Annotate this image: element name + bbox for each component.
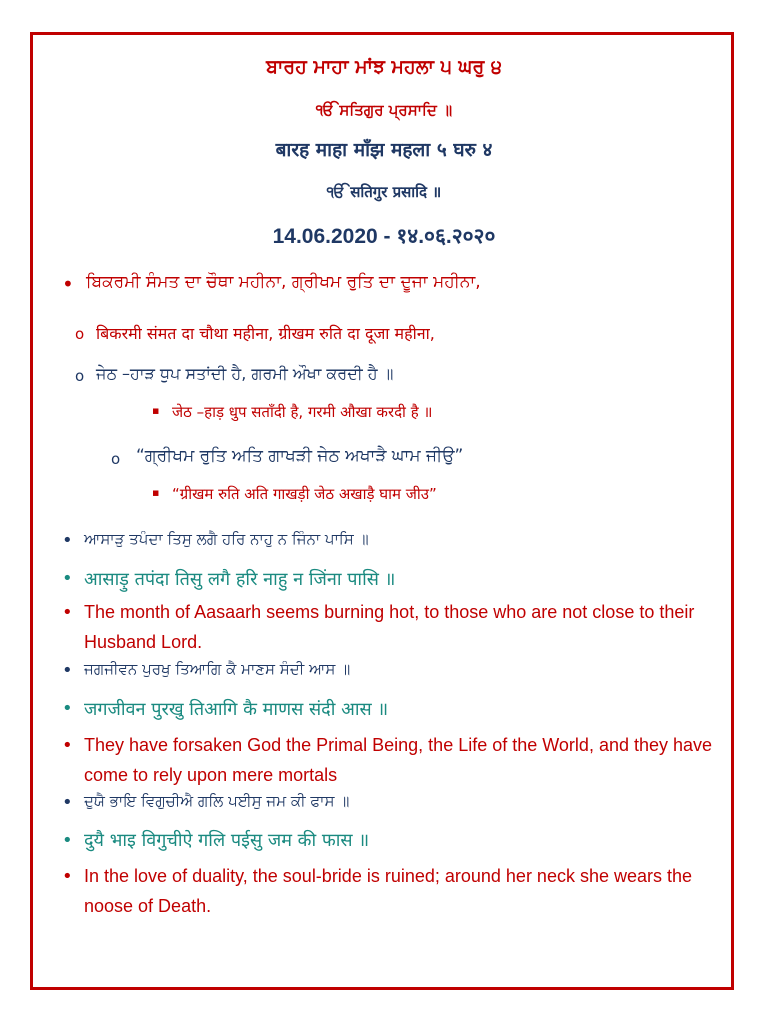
bullet-dot bbox=[62, 272, 74, 296]
verse-2-devanagari: जगजीवन पुरखु तिआगि कै माणस संदी आस ॥ bbox=[84, 699, 389, 720]
bullet-dot bbox=[62, 830, 73, 851]
verse-2-gurmukhi: ਜਗਜੀਵਨ ਪੁਰਖੁ ਤਿਆਗਿ ਕੈ ਮਾਣਸ ਸੰਦੀ ਆਸ ॥ bbox=[84, 660, 351, 678]
bullet-square bbox=[152, 404, 159, 417]
verse-2-english: They have forsaken God the Primal Being, the Life of the World, and they have come to rely upon mere mortals bbox=[84, 735, 713, 785]
intro-gurmukhi-3: “ਗ੍ਰੀਖਮ ਰੁਤਿ ਅਤਿ ਗਾਖੜੀ ਜੇਠ ਅਖਾੜੈ ਘਾਮ ਜੀਉ” bbox=[136, 446, 464, 466]
verse-1-english: The month of Aasaarh seems burning hot, to those who are not close to their Husband Lord. bbox=[84, 602, 695, 652]
bullet-dot bbox=[62, 735, 73, 756]
verse-1-gurmukhi: ਆਸਾੜੁ ਤਪੰਦਾ ਤਿਸੁ ਲਗੈ ਹਰਿ ਨਾਹੁ ਨ ਜਿੰਨਾ ਪਾਸਿ ॥ bbox=[84, 530, 369, 548]
verse-3-devanagari: दुयै भाइ विगुचीऐ गलि पईसु जम की फास ॥ bbox=[84, 830, 370, 851]
intro-gurmukhi-1: ਬਿਕਰਮੀ ਸੰਮਤ ਦਾ ਚੌਥਾ ਮਹੀਨਾ, ਗ੍ਰੀਖਮ ਰੁਤਿ ਦਾ ਦੂਜਾ ਮਹੀਨਾ, bbox=[86, 272, 481, 292]
bullet-dot bbox=[62, 568, 73, 589]
title-devanagari: बारह माहा माँझ महला ५ घरु ४ bbox=[275, 139, 493, 161]
mool-devanagari: ੴ सतिगुर प्रसादि ॥ bbox=[326, 183, 442, 201]
verse-1-devanagari: आसाड़ु तपंदा तिसु लगै हरि नाहु न जिंना पासि ॥ bbox=[84, 569, 396, 590]
bullet-dot bbox=[62, 660, 73, 681]
date-line: 14.06.2020 - १४.०६.२०२० bbox=[272, 225, 496, 248]
bullet-dot bbox=[62, 698, 73, 719]
bullet-ring bbox=[111, 450, 120, 468]
intro-devanagari-1: बिकरमी संमत दा चौथा महीना, ग्रीखम रुति दा दूजा महीना, bbox=[96, 324, 435, 343]
bullet-square bbox=[152, 486, 159, 499]
bullet-dot bbox=[62, 602, 73, 623]
bullet-dot bbox=[62, 792, 73, 813]
bullet-ring bbox=[75, 325, 84, 343]
title-gurmukhi: ਬਾਰਹ ਮਾਹਾ ਮਾਂਝ ਮਹਲਾ ੫ ਘਰੁ ੪ bbox=[266, 56, 502, 78]
verse-3-gurmukhi: ਦੁਯੈ ਭਾਇ ਵਿਗੁਚੀਐ ਗਲਿ ਪਈਸੁ ਜਮ ਕੀ ਫਾਸ ॥ bbox=[84, 792, 350, 810]
intro-devanagari-2: जेठ –हाड़ धुप सताँदी है, गरमी औखा करदी है ॥ bbox=[172, 403, 433, 421]
intro-gurmukhi-2: ਜੇਠ –ਹਾੜ ਧੁਪ ਸਤਾਂਦੀ ਹੈ, ਗਰਮੀ ਔਖਾ ਕਰਦੀ ਹੈ ॥ bbox=[96, 364, 394, 383]
mool-gurmukhi: ੴ ਸਤਿਗੁਰ ਪ੍ਰਸਾਦਿ ॥ bbox=[315, 101, 453, 119]
bullet-ring bbox=[75, 367, 84, 385]
bullet-dot bbox=[62, 866, 73, 887]
bullet-dot bbox=[62, 530, 73, 551]
intro-devanagari-3: “ग्रीखम रुति अति गाखड़ी जेठ अखाड़ै घाम जीउ” bbox=[172, 485, 437, 503]
verse-3-english: In the love of duality, the soul-bride is ruined; around her neck she wears the noose of Death. bbox=[84, 866, 693, 916]
